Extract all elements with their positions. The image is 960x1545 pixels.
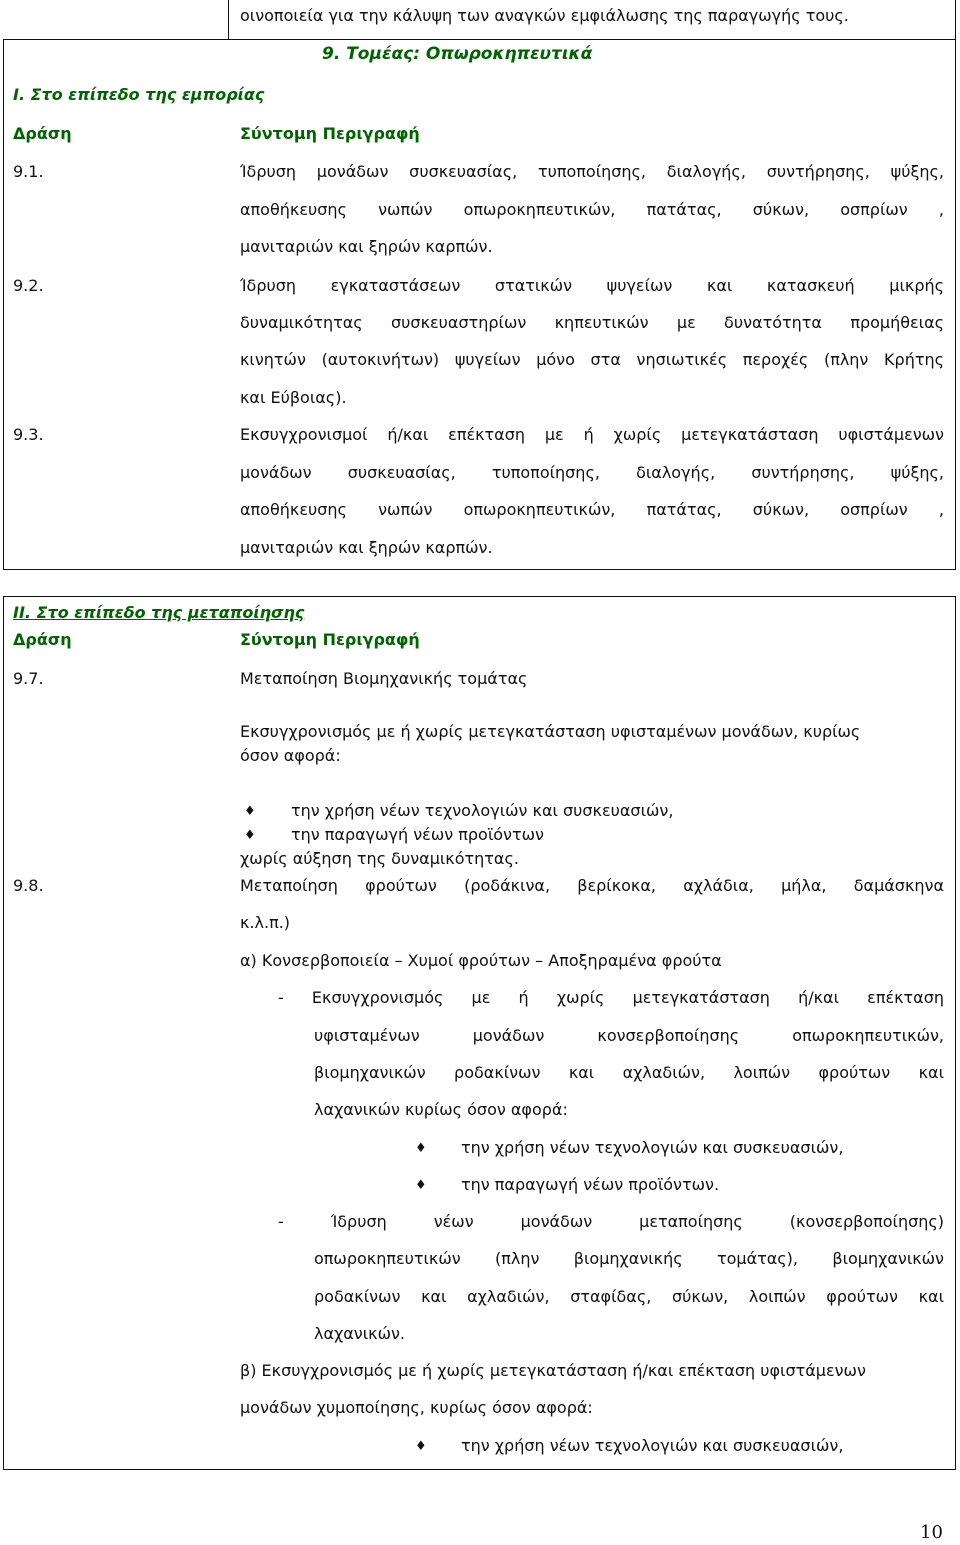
action-code: 9.3.: [13, 425, 44, 444]
dash-line: βιομηχανικών ροδακίνων και αχλαδιών, λοιπών φρούτων και: [314, 1063, 944, 1082]
table-border: [3, 596, 956, 597]
desc-line: Ίδρυση εγκαταστάσεων στατικών ψυγείων και κατασκευή μικρής: [240, 276, 944, 295]
col-desc-header: Σύντομη Περιγραφή: [240, 124, 420, 143]
col-action-header: Δράση: [13, 124, 72, 143]
desc-line: μανιταριών και ξηρών καρπών.: [240, 538, 493, 557]
action-code: 9.2.: [13, 276, 44, 295]
dash-line: - Εκσυγχρονισμός με ή χωρίς μετεγκατάσταση ή/και επέκταση: [278, 988, 944, 1007]
table-border: [955, 0, 956, 570]
bullet-text: την παραγωγή νέων προϊόντων.: [461, 1175, 720, 1194]
table-border: [3, 596, 4, 1470]
item-title: Μεταποίηση φρούτων (ροδάκινα, βερίκοκα, αχλάδια, μήλα, δαμάσκηνα: [240, 876, 944, 895]
table-border: [3, 569, 956, 570]
bullet-text: την χρήση νέων τεχνολογιών και συσκευασιών,: [291, 801, 674, 820]
dash-line: υφισταμένων μονάδων κονσερβοποίησης οπωροκηπευτικών,: [314, 1026, 944, 1045]
diamond-bullet-icon: ♦: [244, 804, 256, 819]
desc-line: μονάδων συσκευασίας, τυποποίησης, διαλογής, συντήρησης, ψύξης,: [240, 463, 944, 482]
diamond-bullet-icon: ♦: [415, 1439, 427, 1454]
table-border: [3, 39, 956, 40]
table-border: [955, 596, 956, 1470]
action-code: 9.1.: [13, 162, 44, 181]
sub-heading: β) Εκσυγχρονισμός με ή χωρίς μετεγκατάσταση ή/και επέκταση υφιστάμενων: [240, 1361, 866, 1380]
col-desc-header: Σύντομη Περιγραφή: [240, 630, 420, 649]
desc-line: κινητών (αυτοκινήτων) ψυγείων μόνο στα νησιωτικές περοχές (πλην Κρήτης: [240, 350, 944, 369]
dash-line: λαχανικών κυρίως όσον αφορά:: [314, 1100, 568, 1119]
top-row-text: οινοποιεία για την κάλυψη των αναγκών εμφιάλωσης της παραγωγής τους.: [240, 6, 849, 25]
sub-heading: μονάδων χυμοποίησης, κυρίως όσον αφορά:: [240, 1398, 593, 1417]
desc-line: Εκσυγχρονισμοί ή/και επέκταση με ή χωρίς μετεγκατάσταση υφιστάμενων: [240, 425, 944, 444]
desc-line: αποθήκευσης νωπών οπωροκηπευτικών, πατάτας, σύκων, οσπρίων ,: [240, 200, 944, 219]
action-code: 9.7.: [13, 669, 44, 688]
bullet-text: την χρήση νέων τεχνολογιών και συσκευασιών,: [461, 1138, 844, 1157]
diamond-bullet-icon: ♦: [415, 1178, 427, 1193]
desc-line: χωρίς αύξηση της δυναμικότητας.: [240, 849, 519, 868]
desc-line: όσον αφορά:: [240, 746, 341, 765]
bullet-text: την χρήση νέων τεχνολογιών και συσκευασιών,: [461, 1436, 844, 1455]
desc-line: και Εύβοιας).: [240, 388, 347, 407]
table-border: [3, 39, 4, 570]
page-number: 10: [920, 1522, 943, 1543]
item-title: κ.λ.π.): [240, 913, 291, 932]
bullet-text: την παραγωγή νέων προϊόντων: [291, 825, 544, 844]
diamond-bullet-icon: ♦: [244, 828, 256, 843]
table-border: [3, 1469, 956, 1470]
col-action-header: Δράση: [13, 630, 72, 649]
dash-line: λαχανικών.: [314, 1324, 406, 1343]
dash-line: ροδακίνων και αχλαδιών, σταφίδας, σύκων, λοιπών φρούτων και: [314, 1287, 944, 1306]
section1-heading: Ι. Στο επίπεδο της εμπορίας: [13, 85, 265, 104]
desc-line: μανιταριών και ξηρών καρπών.: [240, 237, 493, 256]
sub-heading: α) Κονσερβοποιεία – Χυμοί φρούτων – Αποξηραμένα φρούτα: [240, 951, 722, 970]
desc-line: αποθήκευσης νωπών οπωροκηπευτικών, πατάτας, σύκων, οσπρίων ,: [240, 500, 944, 519]
action-code: 9.8.: [13, 876, 44, 895]
desc-line: Εκσυγχρονισμός με ή χωρίς μετεγκατάσταση υφισταμένων μονάδων, κυρίως: [240, 722, 861, 741]
table-border: [228, 0, 229, 40]
diamond-bullet-icon: ♦: [415, 1141, 427, 1156]
desc-line: Ίδρυση μονάδων συσκευασίας, τυποποίησης, διαλογής, συντήρησης, ψύξης,: [240, 162, 944, 181]
dash-line: - Ίδρυση νέων μονάδων μεταποίησης (κονσερβοποίησης): [278, 1212, 944, 1231]
desc-line: δυναμικότητας συσκευαστηρίων κηπευτικών με δυνατότητα προμήθειας: [240, 313, 944, 332]
section2-heading: ΙΙ. Στο επίπεδο της μεταποίησης: [13, 603, 305, 622]
item-title: Μεταποίηση Βιομηχανικής τομάτας: [240, 669, 528, 688]
sector-title: 9. Τομέας: Οπωροκηπευτικά: [322, 44, 593, 64]
dash-line: οπωροκηπευτικών (πλην βιομηχανικής τομάτας), βιομηχανικών: [314, 1249, 944, 1268]
